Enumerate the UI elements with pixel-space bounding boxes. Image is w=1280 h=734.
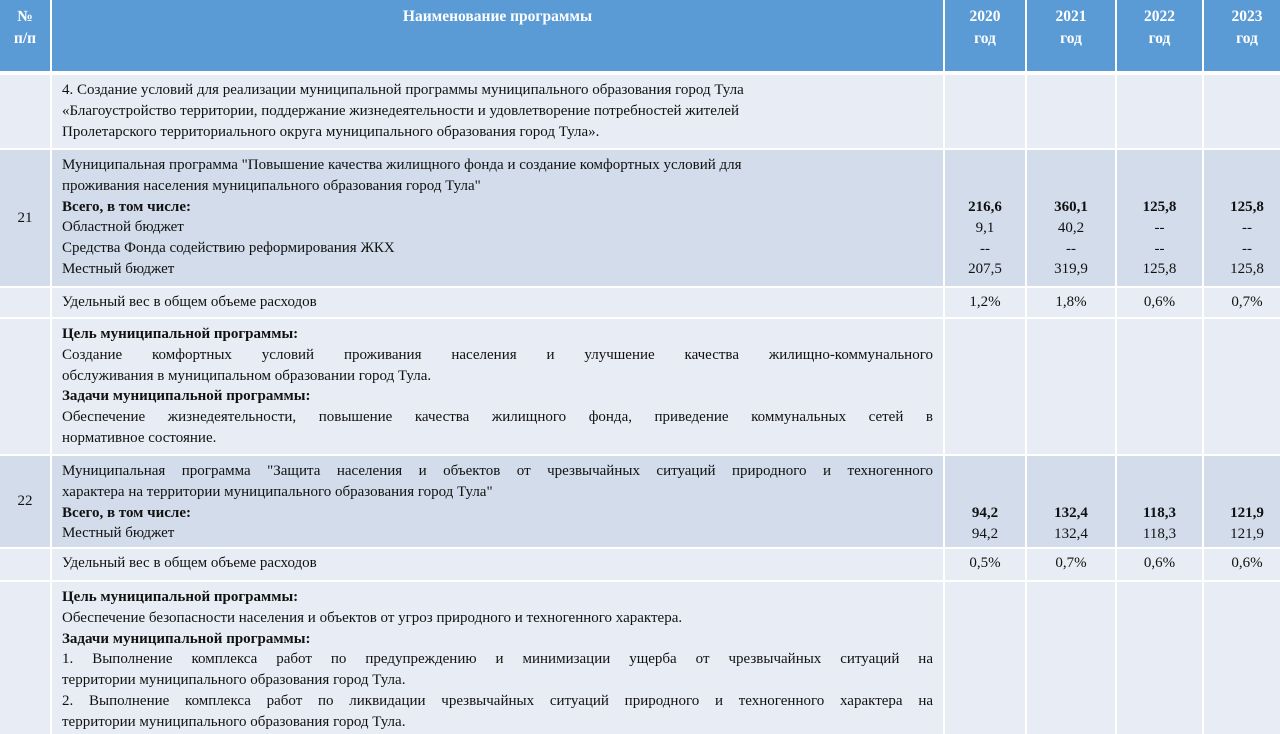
program22-values-2021 — [1027, 456, 1115, 547]
program21-values-2023 — [1204, 150, 1280, 286]
header-year-2022 — [1117, 0, 1202, 73]
program21-goals — [52, 319, 943, 454]
program22-goals — [52, 582, 943, 734]
program22-num-label: 22 — [17, 493, 33, 510]
header-program — [52, 0, 943, 73]
program21-goals-empty-cell — [1204, 319, 1280, 454]
program21-total-value: 125,8 — [1142, 199, 1177, 215]
program21-values-2020 — [945, 150, 1025, 286]
program21-goals-num-cell — [0, 319, 50, 454]
program22-total-value: 121,9 — [1230, 505, 1264, 521]
program22-share-label: Удельный вес в общем объеме расходов — [62, 555, 317, 571]
program21-share-2020 — [945, 288, 1025, 317]
program21-total-value: 360,1 — [1054, 199, 1088, 215]
program21-share-2022 — [1117, 288, 1202, 317]
program21-fund-value: -- — [980, 240, 990, 257]
program21-goals-empty-cell — [945, 319, 1025, 454]
program22-local-value: 132,4 — [1054, 525, 1088, 542]
program22-goals-empty-cell — [945, 582, 1025, 734]
header-year-unit: год — [1060, 30, 1082, 47]
program21-fund-value: -- — [1242, 240, 1252, 257]
program21-share-label-cell — [52, 288, 943, 317]
header-year-label: 2020 — [969, 8, 1001, 25]
program21-local-label: Местный бюджет — [62, 260, 175, 277]
section4-empty-cell — [1117, 75, 1202, 148]
program21-total-value: 125,8 — [1230, 199, 1264, 215]
header-year-2021 — [1027, 0, 1115, 73]
program21-title-line: проживания населения муниципального образования город Тула" — [62, 177, 481, 194]
header-year-label: 2022 — [1144, 8, 1175, 25]
header-year-2020 — [945, 0, 1025, 73]
share-value: 0,7% — [1231, 294, 1263, 310]
share-value: 0,7% — [1055, 555, 1087, 571]
header-year-label: 2021 — [1055, 8, 1087, 25]
header-num — [0, 0, 50, 73]
program21-tasks-heading: Задачи муниципальной программы: — [62, 388, 311, 405]
program22-values-2020 — [945, 456, 1025, 547]
section4-line: 4. Создание условий для реализации муниципальной программы муниципального образования город Тула — [62, 82, 744, 98]
section4-line: «Благоустройство территории, поддержание жизнедеятельности и удовлетворение потребностей жителей — [62, 102, 740, 119]
program21-fund-value: -- — [1154, 240, 1165, 257]
share-value: 1,2% — [969, 294, 1001, 310]
program22-share-2023 — [1204, 549, 1280, 580]
program22-tasks-heading: Задачи муниципальной программы: — [62, 630, 311, 647]
header-num-line1: № — [17, 8, 33, 25]
program22-task-line: территории муниципального образования город Тула. — [62, 672, 406, 689]
program22-title-line: Муниципальная программа "Защита населения и объектов от чрезвычайных ситуаций природного и техногенного — [62, 463, 933, 479]
program21-task-line: нормативное состояние. — [62, 429, 217, 446]
program22-total-label: Всего, в том числе: — [62, 504, 191, 521]
section4-empty-cell — [945, 75, 1025, 148]
share-value: 0,5% — [969, 555, 1001, 571]
program21-fund-value: -- — [1066, 240, 1076, 257]
program22-share-label-cell — [52, 549, 943, 580]
program21-total-label: Всего, в том числе: — [62, 198, 191, 215]
section4-line: Пролетарского территориального округа муниципального образования город Тула». — [62, 123, 600, 140]
program22-goals-empty-cell — [1204, 582, 1280, 734]
program22-task-line: 2. Выполнение комплекса работ по ликвидации чрезвычайных ситуаций природного и техногенного характера на — [62, 692, 933, 709]
program21-goals-empty-cell — [1117, 319, 1202, 454]
program22-share-num-cell — [0, 549, 50, 580]
program21-regional-value: -- — [1242, 219, 1252, 236]
program22-total-value: 94,2 — [971, 505, 999, 521]
header-year-unit: год — [1236, 30, 1258, 47]
program22-goal-heading: Цель муниципальной программы: — [62, 589, 299, 605]
program21-share-2023 — [1204, 288, 1280, 317]
program21-goal-line: обслуживания в муниципальном образовании город Тула. — [62, 367, 432, 384]
program21-local-value: 207,5 — [968, 261, 1002, 278]
program21-share-label: Удельный вес в общем объеме расходов — [62, 294, 317, 310]
program22-values-2023 — [1204, 456, 1280, 547]
header-year-2023 — [1204, 0, 1280, 73]
program21-share-2021 — [1027, 288, 1115, 317]
program21-share-num-cell — [0, 288, 50, 317]
program22-description — [52, 456, 943, 547]
program21-total-value: 216,6 — [968, 199, 1002, 215]
program22-local-label: Местный бюджет — [62, 525, 175, 542]
program22-goal-line: Обеспечение безопасности населения и объектов от угроз природного и техногенного характера. — [62, 609, 683, 626]
share-value: 0,6% — [1143, 555, 1176, 571]
program22-total-value: 132,4 — [1054, 505, 1088, 521]
header-year-label: 2023 — [1231, 8, 1263, 25]
share-value: 0,6% — [1231, 555, 1263, 571]
program21-regional-value: 40,2 — [1057, 219, 1085, 236]
program22-share-2021 — [1027, 549, 1115, 580]
program21-description — [52, 150, 943, 286]
program22-local-value: 121,9 — [1230, 525, 1264, 542]
share-value: 1,8% — [1055, 294, 1087, 310]
program22-share-2022 — [1117, 549, 1202, 580]
share-value: 0,6% — [1143, 294, 1176, 310]
program22-goals-num-cell — [0, 582, 50, 734]
program21-values-2022 — [1117, 150, 1202, 286]
program21-goals-empty-cell — [1027, 319, 1115, 454]
header-year-unit: год — [974, 30, 996, 47]
program21-regional-label: Областной бюджет — [62, 219, 184, 236]
program22-num — [0, 456, 50, 547]
program21-local-value: 319,9 — [1054, 261, 1088, 278]
header-year-unit: год — [1148, 30, 1171, 47]
program21-num — [0, 150, 50, 286]
program22-task-line: территории муниципального образования город Тула. — [62, 713, 406, 730]
program21-regional-value: 9,1 — [975, 219, 995, 236]
program21-local-value: 125,8 — [1230, 261, 1264, 278]
program22-local-value: 118,3 — [1142, 525, 1177, 542]
section4-empty-cell — [1027, 75, 1115, 148]
program21-goal-line: Создание комфортных условий проживания населения и улучшение качества жилищно-коммунального — [62, 346, 933, 363]
program21-local-value: 125,8 — [1142, 261, 1177, 278]
program21-title-line: Муниципальная программа "Повышение качества жилищного фонда и создание комфортных условий для — [62, 157, 742, 173]
program22-total-value: 118,3 — [1143, 505, 1176, 521]
program22-values-2022 — [1117, 456, 1202, 547]
header-program-label: Наименование программы — [402, 8, 593, 25]
program22-title-line: характера на территории муниципального образования город Тула" — [62, 483, 493, 500]
program22-task-line: 1. Выполнение комплекса работ по предупреждению и минимизации ущерба от чрезвычайных ситуаций на — [62, 651, 933, 668]
program21-task-line: Обеспечение жизнедеятельности, повышение качества жилищного фонда, приведение коммунальных сетей в — [62, 409, 933, 426]
section4-title — [52, 75, 943, 148]
program21-values-2021 — [1027, 150, 1115, 286]
program22-local-value: 94,2 — [971, 525, 999, 542]
program21-regional-value: -- — [1154, 219, 1165, 236]
section4-num-cell — [0, 75, 50, 148]
program21-num-label: 21 — [17, 209, 33, 226]
program22-goals-empty-cell — [1117, 582, 1202, 734]
program21-goal-heading: Цель муниципальной программы: — [62, 326, 299, 342]
program21-fund-label: Средства Фонда содействию реформирования ЖКХ — [62, 240, 395, 257]
program22-share-2020 — [945, 549, 1025, 580]
section4-empty-cell — [1204, 75, 1280, 148]
header-num-line2: п/п — [13, 30, 37, 47]
program22-goals-empty-cell — [1027, 582, 1115, 734]
